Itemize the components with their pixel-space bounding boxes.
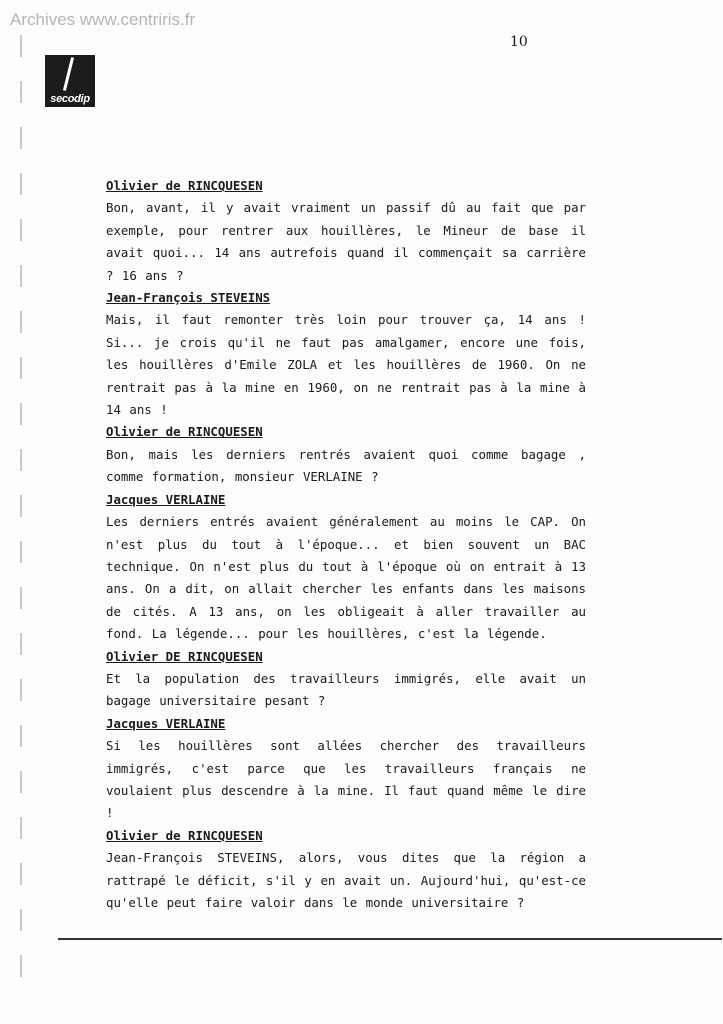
transcript-body <box>106 175 586 914</box>
speech-text: Bon, avant, il y avait vraiment un passif dû au fait que par exemple, pour rentrer aux houillères, le Mineur de base il avait quoi... 14 ans autrefois quand il commençait sa carrière ? 16 ans ? <box>106 200 586 283</box>
speaker-name: Jacques VERLAINE <box>106 491 226 507</box>
dialogue-turn <box>106 287 586 421</box>
dialogue-turn <box>106 646 586 713</box>
speech-text: Si les houillères sont allées chercher des travailleurs immigrés, c'est parce que les travailleurs français ne voulaient plus descendre à la mine. Il faut quand même le dire ! <box>106 738 586 821</box>
dialogue-turn <box>106 825 586 915</box>
speaker-name: Olivier DE RINCQUESEN <box>106 648 263 664</box>
speech-text: Et la population des travailleurs immigrés, elle avait un bagage universitaire pesant ? <box>106 670 586 709</box>
dialogue-turn <box>106 713 586 825</box>
speaker-name: Olivier de RINCQUESEN <box>106 424 263 440</box>
logo-text: secodip <box>50 93 90 105</box>
speech-text: Les derniers entrés avaient généralement au moins le CAP. On n'est plus du tout à l'époque... et bien souvent un BAC technique. On n'est plus du tout à l'époque où on entrait à 13 ans. On a dit, on allait chercher les enfants dans les maisons de cités. A 13 ans, on les obligeait à aller travailler au fond. La légende... pour les houillères, c'est la légende. <box>106 514 586 642</box>
dialogue-turn <box>106 421 586 488</box>
dialogue-turn <box>106 175 586 287</box>
binding-margin-marks <box>20 35 30 1020</box>
speech-text: Bon, mais les derniers rentrés avaient quoi comme bagage , comme formation, monsieur VERLAINE ? <box>106 446 586 485</box>
archive-watermark: Archives www.centriris.fr <box>10 10 196 29</box>
speaker-name: Jean-François STEVEINS <box>106 290 271 306</box>
page-number: 10 <box>510 34 528 50</box>
speech-text: Mais, il faut remonter très loin pour trouver ça, 14 ans ! Si... je crois qu'il ne faut pas amalgamer, encore une fois, les houillères d'Emile ZOLA et les houillères de 1960. On ne rentrait pas à la mine en 1960, on ne rentrait pas à la mine à 14 ans ! <box>106 312 586 418</box>
footer-rule <box>58 938 722 940</box>
secodip-logo <box>45 55 95 107</box>
speaker-name: Olivier de RINCQUESEN <box>106 178 263 193</box>
dialogue-turn <box>106 489 586 646</box>
speaker-name: Olivier de RINCQUESEN <box>106 827 263 843</box>
speech-text: Jean-François STEVEINS, alors, vous dites que la région a rattrapé le déficit, s'il y en avait un. Aujourd'hui, qu'est-ce qu'elle peut faire valoir dans le monde universitaire ? <box>106 850 586 910</box>
speaker-name: Jacques VERLAINE <box>106 715 226 731</box>
logo-slash-icon <box>63 57 74 91</box>
